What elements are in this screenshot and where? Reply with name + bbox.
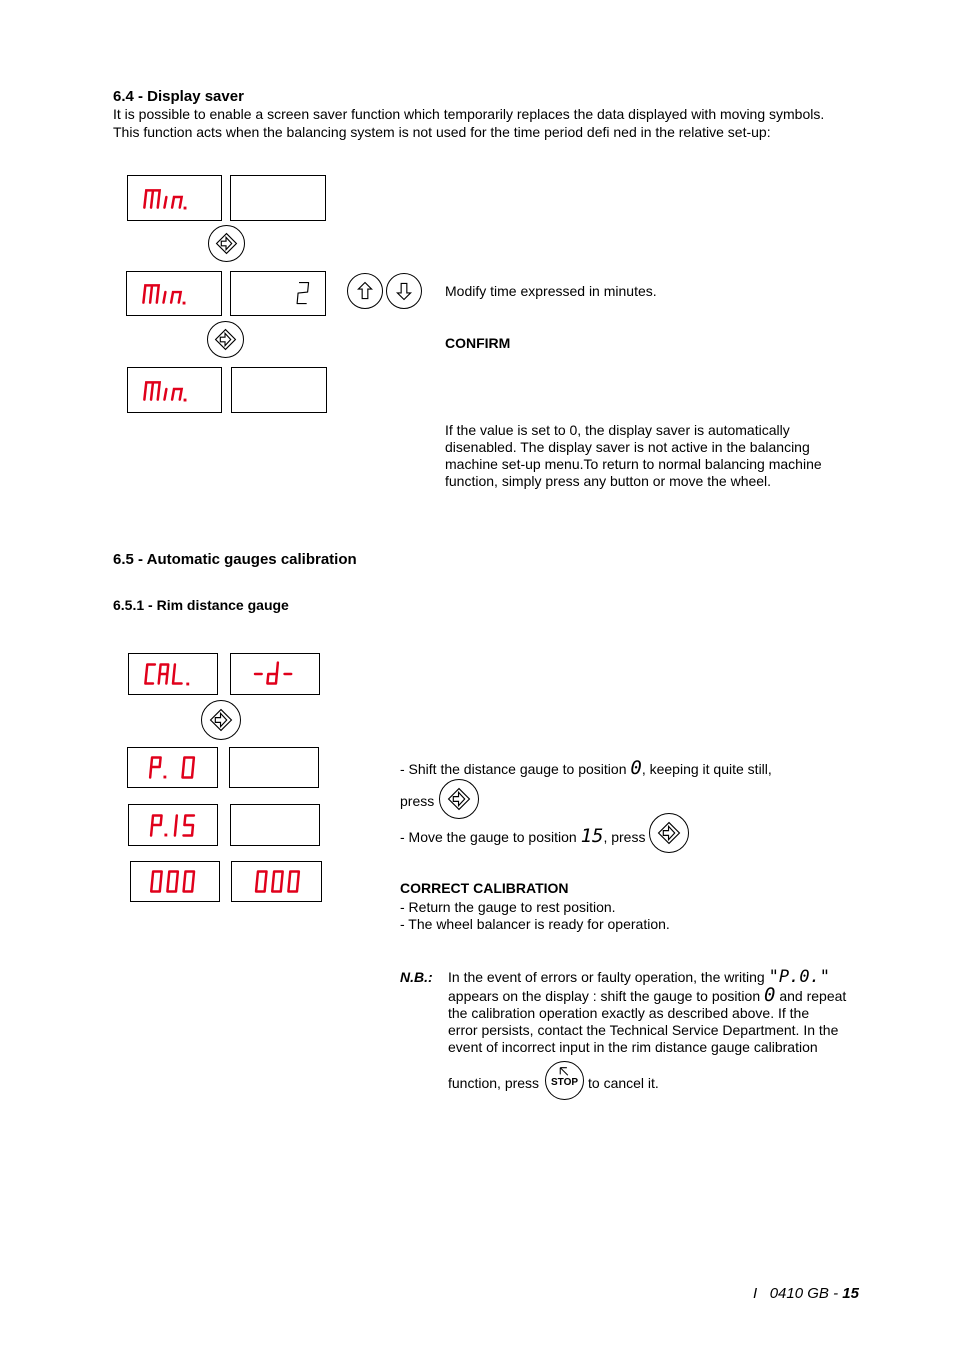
section-title-gauges-calibration: 6.5 - Automatic gauges calibration: [113, 551, 357, 568]
step2-before: - Move the gauge to position: [400, 829, 581, 845]
nb-label: N.B.:: [400, 969, 433, 985]
nb-rest: [448, 1005, 838, 1056]
enter-button[interactable]: [649, 813, 689, 853]
section-title-display-saver: 6.4 - Display saver: [113, 88, 244, 105]
display-left-2: [126, 271, 222, 316]
enter-button[interactable]: [208, 225, 245, 262]
note-paragraph: [445, 422, 822, 490]
stop-label: STOP: [550, 1077, 579, 1088]
step2-after: , press: [603, 829, 646, 845]
nb-line-2-after: and repeat: [775, 988, 847, 1004]
nb-last-before: function, press: [448, 1075, 540, 1091]
segment-text-min: [128, 368, 221, 412]
note-line: machine set-up menu.To return to normal balancing machine: [445, 456, 822, 472]
enter-arrow-icon: [209, 226, 244, 261]
intro-line-2: This function acts when the balancing system is not used for the time period defi ned in the relative set-up:: [113, 124, 771, 140]
nb-line: the calibration operation exactly as described above. If the: [448, 1005, 810, 1021]
enter-button[interactable]: [207, 321, 244, 358]
down-button[interactable]: [386, 273, 422, 309]
display-p0: [127, 747, 218, 788]
display-p15-right: [230, 804, 320, 846]
down-arrow-icon: [387, 274, 421, 308]
step1-text: [400, 757, 772, 779]
nb-line: event of incorrect input in the rim distance gauge calibration: [448, 1039, 818, 1055]
subsection-title-rim-distance: 6.5.1 - Rim distance gauge: [113, 597, 289, 613]
step2-digit: 15: [580, 825, 604, 847]
display-cal: [128, 653, 218, 695]
page-footer: [753, 1285, 859, 1302]
display-p0-right: [229, 747, 319, 788]
nb-line-1-text: In the event of errors or faulty operation, the writing: [448, 969, 765, 985]
list-item: - The wheel balancer is ready for operation.: [400, 916, 670, 932]
note-line: disenabled. The display saver is not active in the balancing: [445, 439, 810, 455]
step1-before: - Shift the distance gauge to position: [400, 761, 631, 777]
segment-text-min: [128, 176, 221, 220]
correct-calibration-list: [400, 899, 670, 933]
enter-arrow-icon: [650, 814, 688, 852]
note-line: function, simply press any button or move the wheel.: [445, 473, 772, 489]
footer-prefix: I: [753, 1285, 758, 1302]
page-number: 15: [842, 1285, 859, 1302]
display-right-2: [230, 271, 326, 316]
intro-line-1: It is possible to enable a screen saver function which temporarily replaces the data displayed with moving symbols.: [113, 106, 825, 122]
display-left-1: [127, 175, 222, 221]
enter-arrow-icon: [440, 780, 478, 818]
step1-digit: 0: [630, 757, 642, 779]
step1-after: , keeping it quite still,: [641, 761, 772, 777]
segment-text-dash-d-dash: [231, 654, 319, 694]
display-000-right: [231, 861, 322, 902]
enter-arrow-icon: [202, 701, 240, 739]
enter-button[interactable]: [201, 700, 241, 740]
step2-text: [400, 825, 646, 847]
segment-text-cal: [129, 654, 217, 694]
nb-code: "P.0.": [768, 967, 831, 987]
display-right-1: [230, 175, 326, 221]
correct-calibration-title: CORRECT CALIBRATION: [400, 880, 569, 896]
confirm-label: CONFIRM: [445, 335, 511, 351]
display-right-3: [231, 367, 327, 413]
segment-text-p15: [129, 805, 217, 845]
enter-arrow-icon: [208, 322, 243, 357]
footer-code: 0410 GB -: [769, 1285, 839, 1302]
display-left-3: [127, 367, 222, 413]
nb-last-after: to cancel it.: [588, 1075, 659, 1091]
press-label: press: [400, 793, 435, 809]
note-line: If the value is set to 0, the display saver is automatically: [445, 422, 790, 438]
display-000-left: [130, 861, 220, 902]
nb-line: error persists, contact the Technical Service Department. In the: [448, 1022, 839, 1038]
segment-digit-2: [231, 272, 325, 315]
up-button[interactable]: [347, 273, 383, 309]
list-item: - Return the gauge to rest position.: [400, 899, 616, 915]
segment-text-000: [232, 862, 321, 901]
stop-button[interactable]: [545, 1061, 584, 1100]
display-d: [230, 653, 320, 695]
segment-text-p0: [128, 748, 217, 787]
modify-time-text: Modify time expressed in minutes.: [445, 283, 657, 299]
nb-line-2-digit: 0: [764, 984, 776, 1006]
segment-text-min: [127, 272, 221, 315]
up-arrow-icon: [348, 274, 382, 308]
nb-line-2: [448, 984, 847, 1006]
enter-button[interactable]: [439, 779, 479, 819]
nb-line-2-before: appears on the display : shift the gauge to position: [448, 988, 764, 1004]
display-p15: [128, 804, 218, 846]
segment-text-000: [131, 862, 219, 901]
